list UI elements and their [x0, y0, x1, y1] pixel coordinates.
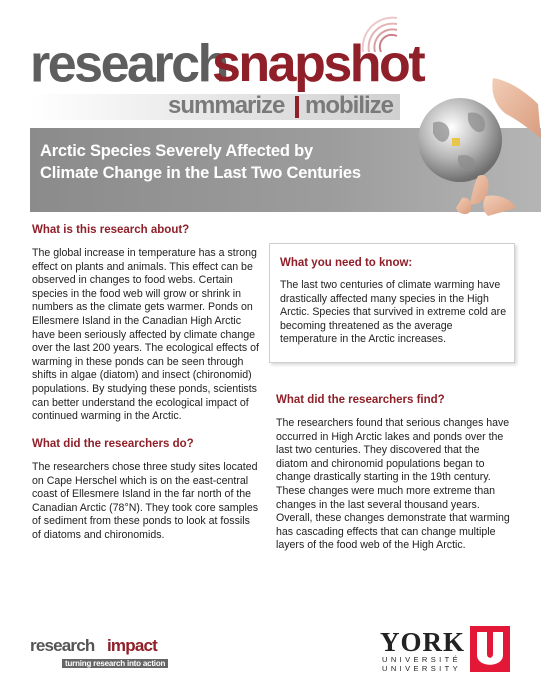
wordmark-research: research: [30, 34, 227, 94]
heading-about: What is this research about?: [32, 224, 190, 236]
tagline-divider: [295, 96, 299, 118]
body-find: The researchers found that serious changes have occurred in High Arctic lakes and ponds over the last two centuries. They discovered that the diatom and chironomid populations began to change drastically starting in the 19th century. These changes were much more extreme than changes in the last several thousand years. Overall, these changes demonstrate that warming has cascading effects that can change multiple layers of the food web of the High Arctic.: [276, 417, 510, 552]
york-u-logo-icon: [470, 626, 510, 672]
body-about: The global increase in temperature has a strong effect on plants and animals. This effect can be observed in changes to food webs. Certain species in the food web will grow or shrink in numbers as the climate gets warmer. Ponds on Ellesmere Island in the Canadian High Arctic have been seriously affected by climate change over the last 200 years. The ecological effects of warming in these ponds can be seen through shifts in algae (diatom) and insect (chironomid) populations. By studying these ponds, scientists can better understand the ecological impact of continued warming in the Arctic.: [32, 247, 259, 423]
heading-did: What did the researchers do?: [32, 438, 194, 450]
body-need: The last two centuries of climate warming have drastically affected many species in the High Arctic. Species that survived in extreme cold are becoming threatened as the average temperature in the Arctic increases.: [280, 279, 507, 346]
footer-impact: impact: [107, 636, 157, 655]
globe-in-hand-icon: [398, 68, 541, 218]
tagline-mobilize: mobilize: [305, 92, 394, 119]
heading-need: What you need to know:: [280, 257, 413, 269]
footer-research: research: [30, 636, 95, 655]
york-wordmark: YORK: [380, 627, 465, 657]
signal-waves-icon: [355, 12, 415, 57]
york-universite: UNIVERSITÉ: [382, 655, 462, 664]
footer-impact-tagline: turning research into action: [62, 659, 168, 668]
page-title: Arctic Species Severely Affected by Climate Change in the Last Two Centuries: [40, 142, 361, 182]
wordmark-snapshot: snapshot: [212, 35, 424, 93]
york-university: UNIVERSITY: [382, 664, 462, 673]
heading-find: What did the researchers find?: [276, 394, 445, 406]
tagline-summarize: summarize: [168, 92, 285, 119]
body-did: The researchers chose three study sites located on Cape Herschel which is on the east-central coast of Ellesmere Island in the far north of the Canadian Arctic (78°N). They took core samples of sediment from these ponds to look at fossils of diatoms and chironomids.: [32, 461, 259, 541]
